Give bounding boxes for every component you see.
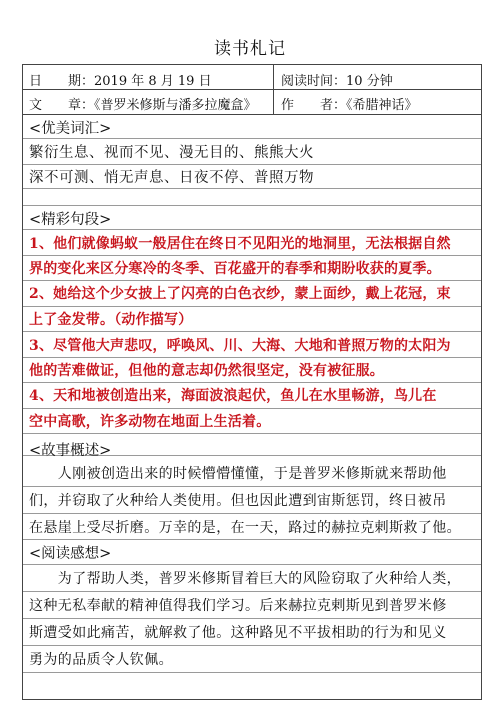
rule: [23, 331, 481, 332]
reflection-line: 勇为的品质令人钦佩。: [29, 652, 173, 668]
date-value: 2019 年 8 月 19 日: [94, 74, 212, 89]
article-row: [29, 94, 257, 113]
reflection-line: 这种无私奉献的精神值得我们学习。后来赫拉克剌斯见到普罗米修: [29, 598, 447, 614]
excerpt-line: 空中高歌，许多动物在地面上生活着。: [29, 414, 271, 430]
author-label: 作 者：: [281, 98, 347, 113]
rule: [23, 564, 481, 565]
rule: [23, 382, 481, 383]
rule: [23, 672, 481, 673]
reflection-heading: <阅读感想>: [29, 546, 112, 562]
rule: [23, 229, 481, 230]
rule: [23, 486, 481, 487]
article-label: 文 章：: [29, 98, 95, 113]
rule: [23, 255, 481, 256]
excerpt-line: 3、尽管他大声悲叹，呼唤风、川、大海、大地和普照万物的太阳为: [29, 338, 451, 354]
vocab-line: 繁衍生息、视而不见、漫无目的、熊熊大火: [29, 145, 314, 161]
excerpt-line: 他的苦难做证，但他的意志却仍然很坚定，没有被征服。: [29, 363, 384, 379]
excerpt-line: 上了金发带。（动作描写）: [29, 312, 193, 328]
summary-line: 们，并窃取了火种给人类使用。但也因此遭到宙斯惩罚，终日被吊: [29, 493, 447, 509]
rule: [23, 357, 481, 358]
rule: [23, 591, 481, 592]
author-row: [281, 94, 418, 113]
summary-heading: <故事概述>: [29, 443, 112, 459]
rule: [23, 408, 481, 409]
vocab-line: 深不可测、悄无声息、日夜不停、普照万物: [29, 170, 314, 186]
rule: [23, 280, 481, 281]
excerpt-line: 4、天和地被创造出来，海面波浪起伏，鱼儿在水里畅游，鸟儿在: [29, 388, 437, 404]
reading-time-label: 阅读时间：: [281, 74, 347, 89]
reflection-line: 为了帮助人类，普罗米修斯冒着巨大的风险窃取了火种给人类，: [29, 571, 461, 587]
summary-line: 在悬崖上受尽折磨。万幸的是，在一天，路过的赫拉克剌斯救了他。: [29, 520, 461, 536]
rule: [23, 539, 481, 540]
article-value: 《普罗米修斯与潘多拉魔盒》: [94, 98, 257, 113]
rule: [23, 433, 481, 434]
excerpt-line: 2、她给这个少女披上了闪亮的白色衣纱，蒙上面纱，戴上花冠，束: [29, 286, 451, 302]
page-title: 读书札记: [214, 39, 286, 59]
header-divider: [23, 89, 481, 90]
rule: [23, 138, 481, 139]
excerpts-heading: <精彩句段>: [29, 212, 112, 228]
header-bottom-border: [23, 114, 481, 115]
rule: [23, 188, 481, 189]
rule: [23, 164, 481, 165]
excerpt-line: 界的变化来区分寒冷的冬季、百花盛开的春季和期盼收获的夏季。: [29, 261, 441, 277]
excerpt-line: 1、他们就像蚂蚁一般居住在终日不见阳光的地洞里，无法根据自然: [29, 236, 451, 252]
header-column-divider: [273, 65, 274, 114]
rule: [23, 618, 481, 619]
rule: [23, 513, 481, 514]
reading-notes-sheet: [22, 64, 482, 700]
rule: [23, 645, 481, 646]
date-label: 日 期：: [29, 74, 95, 89]
reading-time-value: 10 分钟: [346, 74, 393, 89]
reading-time-row: [281, 70, 393, 89]
reflection-line: 斯遭受如此痛苦，就解救了他。这种路见不平拔相助的行为和见义: [29, 625, 447, 641]
author-value: 《希腊神话》: [346, 98, 418, 113]
rule: [23, 306, 481, 307]
rule: [23, 205, 481, 206]
summary-line: 人刚被创造出来的时候懵懵懂懂，于是普罗米修斯就来帮助他: [29, 466, 447, 482]
vocab-heading: <优美词汇>: [29, 121, 112, 137]
date-row: [29, 70, 212, 89]
